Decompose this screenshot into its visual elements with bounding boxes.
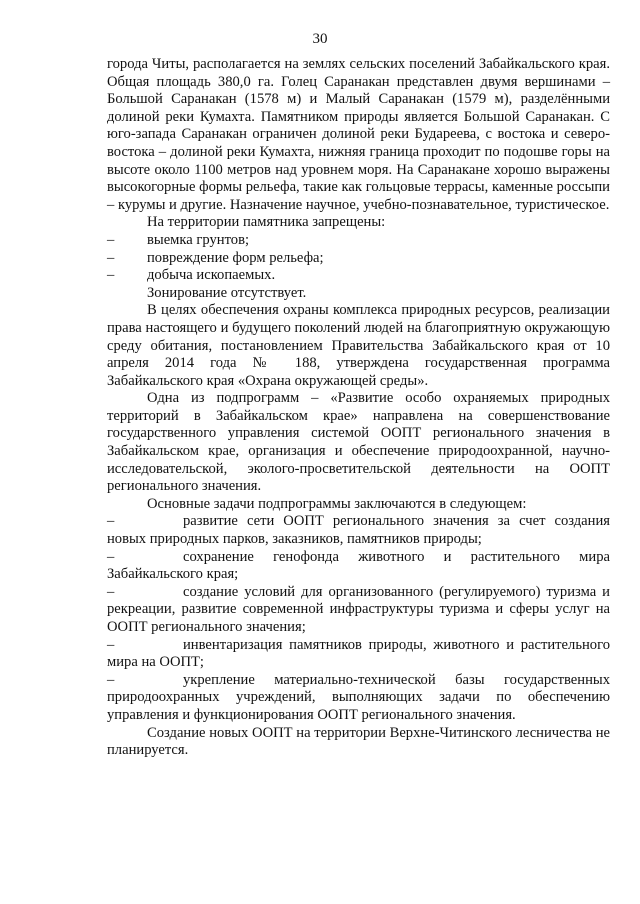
task-text: создание условий для организованного (регулируемого) туризма и рекреации, развитие современной инфраструктуры туризма и сферы услуг на ООПТ регионального значения; (107, 583, 610, 635)
paragraph-zoning: Зонирование отсутствует. (147, 284, 307, 301)
task-text: развитие сети ООПТ регионального значения за счет создания новых природных парков, заказников, памятников природы; (107, 513, 610, 548)
list-item (107, 267, 610, 285)
prohibition-item: выемка грунтов; (147, 231, 250, 248)
paragraph-conclusion: Создание новых ООПТ на территории Верхне-Читинского лесничества не планируется. (107, 724, 610, 759)
list-dash: – (107, 583, 115, 600)
task-text: укрепление материально-технической базы государственных природоохранных учреждений, выполняющих задачи по обеспечению управления и функционирования ООПТ регионального значения. (107, 671, 610, 723)
task-item (107, 584, 610, 637)
paragraph-prohibitions-intro: На территории памятника запрещены: (147, 214, 386, 231)
task-item (107, 513, 610, 548)
prohibition-item: добыча ископаемых. (147, 267, 276, 284)
paragraph-saranakan-description: города Читы, располагается на землях сельских поселений Забайкальского края. Общая площадь 380,0 га. Голец Саранакан представлен двумя вершинами – Большой Саранакан (1578 м) и Малый Саранакан (1579 м), разделёнными долиной реки Кумахта. Памятником природы является Большой Саранакан. С юго-запада Саранакан ограничен долиной реки Будареева, с востока и северо-востока – долиной реки Кумахта, нижняя граница проходит по подошве горы на высоте около 1100 метров над уровнем моря. На Саранакане хорошо выражены высокогорные формы рельефа, такие как гольцовые террасы, каменные россыпи – курумы и другие. Назначение научное, учебно-познавательное, туристическое. (107, 56, 610, 213)
list-dash: – (107, 249, 115, 266)
task-item (107, 549, 610, 584)
task-text: сохранение генофонда животного и растительного мира Забайкальского края; (107, 548, 610, 583)
list-dash: – (107, 636, 115, 653)
list-dash: – (107, 231, 115, 248)
task-item (107, 672, 610, 725)
list-dash: – (107, 513, 115, 530)
page-number: 30 (312, 31, 328, 47)
task-item (107, 637, 610, 672)
task-text: инвентаризация памятников природы, животного и растительного мира на ООПТ; (107, 636, 610, 671)
list-item (107, 232, 610, 250)
paragraph-subprogram: Одна из подпрограмм – «Развитие особо охраняемых природных территорий в Забайкальском крае» направлена на совершенствование государственного управления системой ООПТ регионального значения в Забайкальском крае, организация и обеспечение природоохранной, научно-исследовательской, эколого-просветительской деятельности на ООПТ регионального значения. (107, 390, 610, 495)
list-dash: – (107, 548, 115, 565)
list-item (107, 250, 610, 268)
prohibition-item: повреждение форм рельефа; (147, 249, 324, 266)
list-dash: – (107, 267, 115, 284)
paragraph-state-program: В целях обеспечения охраны комплекса природных ресурсов, реализации права настоящего и будущего поколений людей на благоприятную окружающую среду обитания, постановлением Правительства Забайкальского края от 10 апреля 2014 года № 188, утверждена государственная программа Забайкальского края «Охрана окружающей среды». (107, 302, 610, 389)
paragraph-tasks-intro: Основные задачи подпрограммы заключаются в следующем: (147, 495, 527, 512)
document-body (107, 56, 610, 760)
list-dash: – (107, 671, 115, 688)
